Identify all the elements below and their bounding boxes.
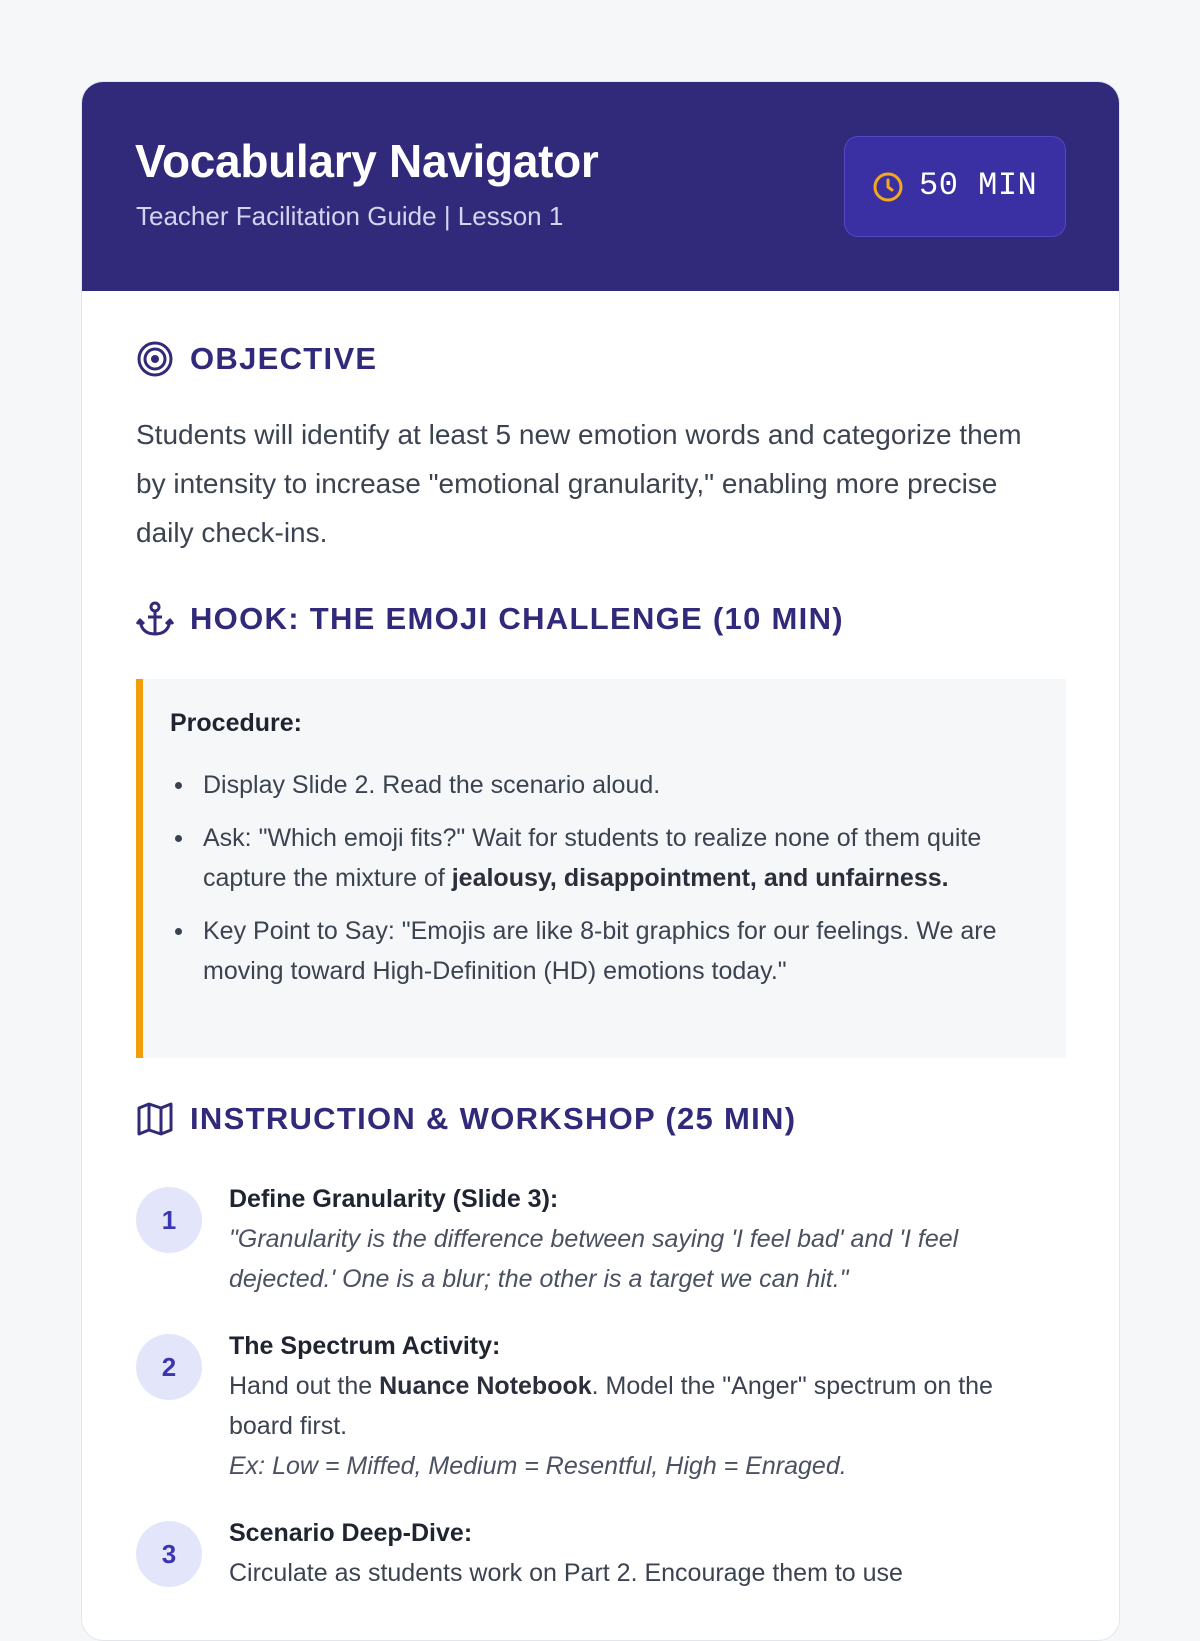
map-icon xyxy=(136,1100,174,1138)
list-item xyxy=(203,818,1048,898)
step-number: 1 xyxy=(136,1187,202,1253)
list-item: Display Slide 2. Read the scenario aloud. xyxy=(203,765,1048,805)
lesson-card xyxy=(81,81,1120,1641)
step-body xyxy=(229,1326,1059,1486)
instruction-title: INSTRUCTION & WORKSHOP (25 MIN) xyxy=(190,1101,797,1136)
step-title: The Spectrum Activity: xyxy=(229,1332,501,1360)
step-number: 2 xyxy=(136,1334,202,1400)
step-number: 3 xyxy=(136,1521,202,1587)
procedure-list xyxy=(203,765,1048,1004)
step-text-emphasis: Nuance Notebook xyxy=(379,1372,592,1400)
clock-icon xyxy=(872,171,904,203)
lesson-header xyxy=(82,82,1119,291)
anchor-icon xyxy=(136,600,174,638)
hook-heading xyxy=(136,600,844,638)
step-text: Circulate as students work on Part 2. Encourage them to use xyxy=(229,1559,903,1587)
step-text-part: Hand out the xyxy=(229,1372,380,1400)
step-example: Ex: Low = Miffed, Medium = Resentful, High = Enraged. xyxy=(229,1452,847,1480)
step-text-part: . Model the "Anger" spectrum on the board first. xyxy=(229,1372,993,1440)
step-body xyxy=(229,1513,1059,1593)
duration-badge xyxy=(844,136,1066,237)
lesson-subtitle: Teacher Facilitation Guide | Lesson 1 xyxy=(136,201,564,231)
hook-title: HOOK: THE EMOJI CHALLENGE (10 MIN) xyxy=(190,601,844,636)
lesson-title: Vocabulary Navigator xyxy=(135,135,599,187)
target-icon xyxy=(136,340,174,378)
list-item: Key Point to Say: "Emojis are like 8-bit graphics for our feelings. We are moving toward High-Definition (HD) emotions today." xyxy=(203,911,1048,991)
step-body xyxy=(229,1179,1059,1299)
instruction-heading xyxy=(136,1100,796,1138)
objective-title: OBJECTIVE xyxy=(190,341,378,376)
step-title: Define Granularity (Slide 3): xyxy=(229,1185,559,1213)
list-item-emphasis: jealousy, disappointment, and unfairness. xyxy=(451,864,949,892)
procedure-box xyxy=(136,679,1066,1058)
list-item-text: Ask: "Which emoji fits?" Wait for students to realize none of them quite capture the mixture of xyxy=(203,824,982,892)
objective-heading xyxy=(136,340,377,378)
objective-text: Students will identify at least 5 new emotion words and categorize them by intensity to increase "emotional granularity," enabling more precise daily check-ins. xyxy=(136,419,1022,548)
procedure-label: Procedure: xyxy=(170,709,302,737)
step-text xyxy=(229,1366,1059,1446)
step-title: Scenario Deep-Dive: xyxy=(229,1519,473,1547)
step-quote: "Granularity is the difference between saying 'I feel bad' and 'I feel dejected.' One is a blur; the other is a target we can hit." xyxy=(229,1225,959,1293)
duration-text: 50 MIN xyxy=(919,167,1038,204)
